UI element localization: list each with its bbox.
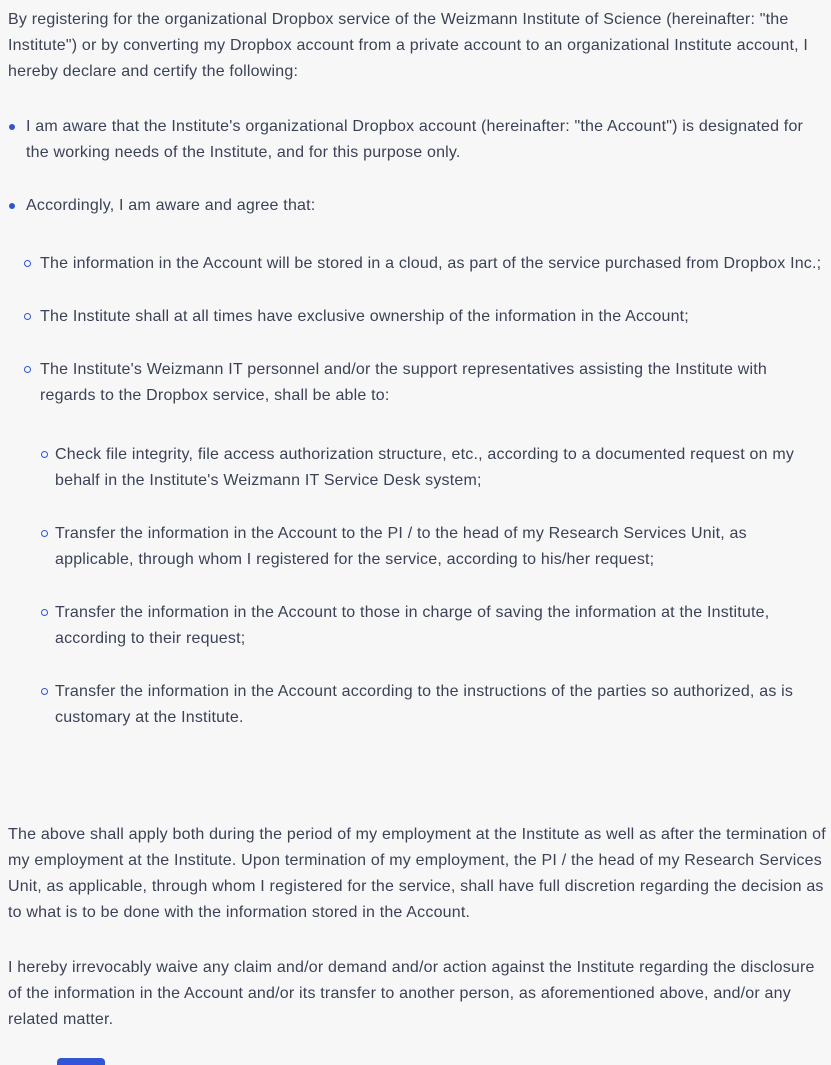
list-item [40,600,826,652]
closing-paragraph: The above shall apply both during the period of my employment at the Institute as well as after the termination of my employment at the Institute. Upon termination of my employment, the PI / the head of my Research Services Unit, as applicable, through whom I registered for the service, shall have full discretion regarding the decision as to what is to be done with the information stored in the Account. [8,826,826,921]
ring-bullet-icon [41,530,48,537]
terms-sublist [24,251,826,731]
list-item [40,442,826,494]
list-item [8,114,826,166]
list-item [40,521,826,573]
list-item [24,357,826,731]
list-item [24,251,826,277]
intro-paragraph: By registering for the organizational Dropbox service of the Weizmann Institute of Science (hereinafter: "the Institute") or by converting my Dropbox account from a private account to an organizational Institute account, I hereby declare and certify the following: [8,11,809,80]
list-item-text: Transfer the information in the Account according to the instructions of the parties so authorized, as is customary at the Institute. [55,683,794,726]
closing-paragraph: I hereby irrevocably waive any claim and/or demand and/or action against the Institute regarding the disclosure of the information in the Account and/or its transfer to another person, as aforementioned above, and/or any related matter. [8,959,815,1028]
list-item-text: The information in the Account will be stored in a cloud, as part of the service purchased from Dropbox Inc.; [40,255,822,272]
disc-bullet-icon [9,203,15,209]
list-item-text: I am aware that the Institute's organizational Dropbox account (hereinafter: "the Account") is designated for the working needs of the Institute, and for this purpose only. [26,118,804,161]
list-item [24,304,826,330]
list-item-text: Check file integrity, file access authorization structure, etc., according to a documented request on my behalf in the Institute's Weizmann IT Service Desk system; [55,446,795,489]
terms-list [8,114,826,731]
disc-bullet-icon [9,124,15,130]
partial-button-bottom[interactable] [57,1058,105,1065]
ring-bullet-icon [24,313,31,320]
ring-bullet-icon [41,609,48,616]
list-item-text: Accordingly, I am aware and agree that: [26,197,316,214]
list-item-text: The Institute shall at all times have exclusive ownership of the information in the Account; [40,308,689,325]
list-item [40,679,826,731]
terms-subsublist [40,442,826,731]
list-item-text: Transfer the information in the Account to the PI / to the head of my Research Services Unit, as applicable, through whom I registered for the service, according to his/her request; [55,525,747,568]
ring-bullet-icon [24,260,31,267]
ring-bullet-icon [41,451,48,458]
list-item-text: The Institute's Weizmann IT personnel and/or the support representatives assisting the Institute with regards to the Dropbox service, shall be able to: [40,361,768,404]
ring-bullet-icon [24,366,31,373]
list-item-text: Transfer the information in the Account to those in charge of saving the information at the Institute, according to their request; [55,604,770,647]
ring-bullet-icon [41,688,48,695]
list-item [8,193,826,731]
